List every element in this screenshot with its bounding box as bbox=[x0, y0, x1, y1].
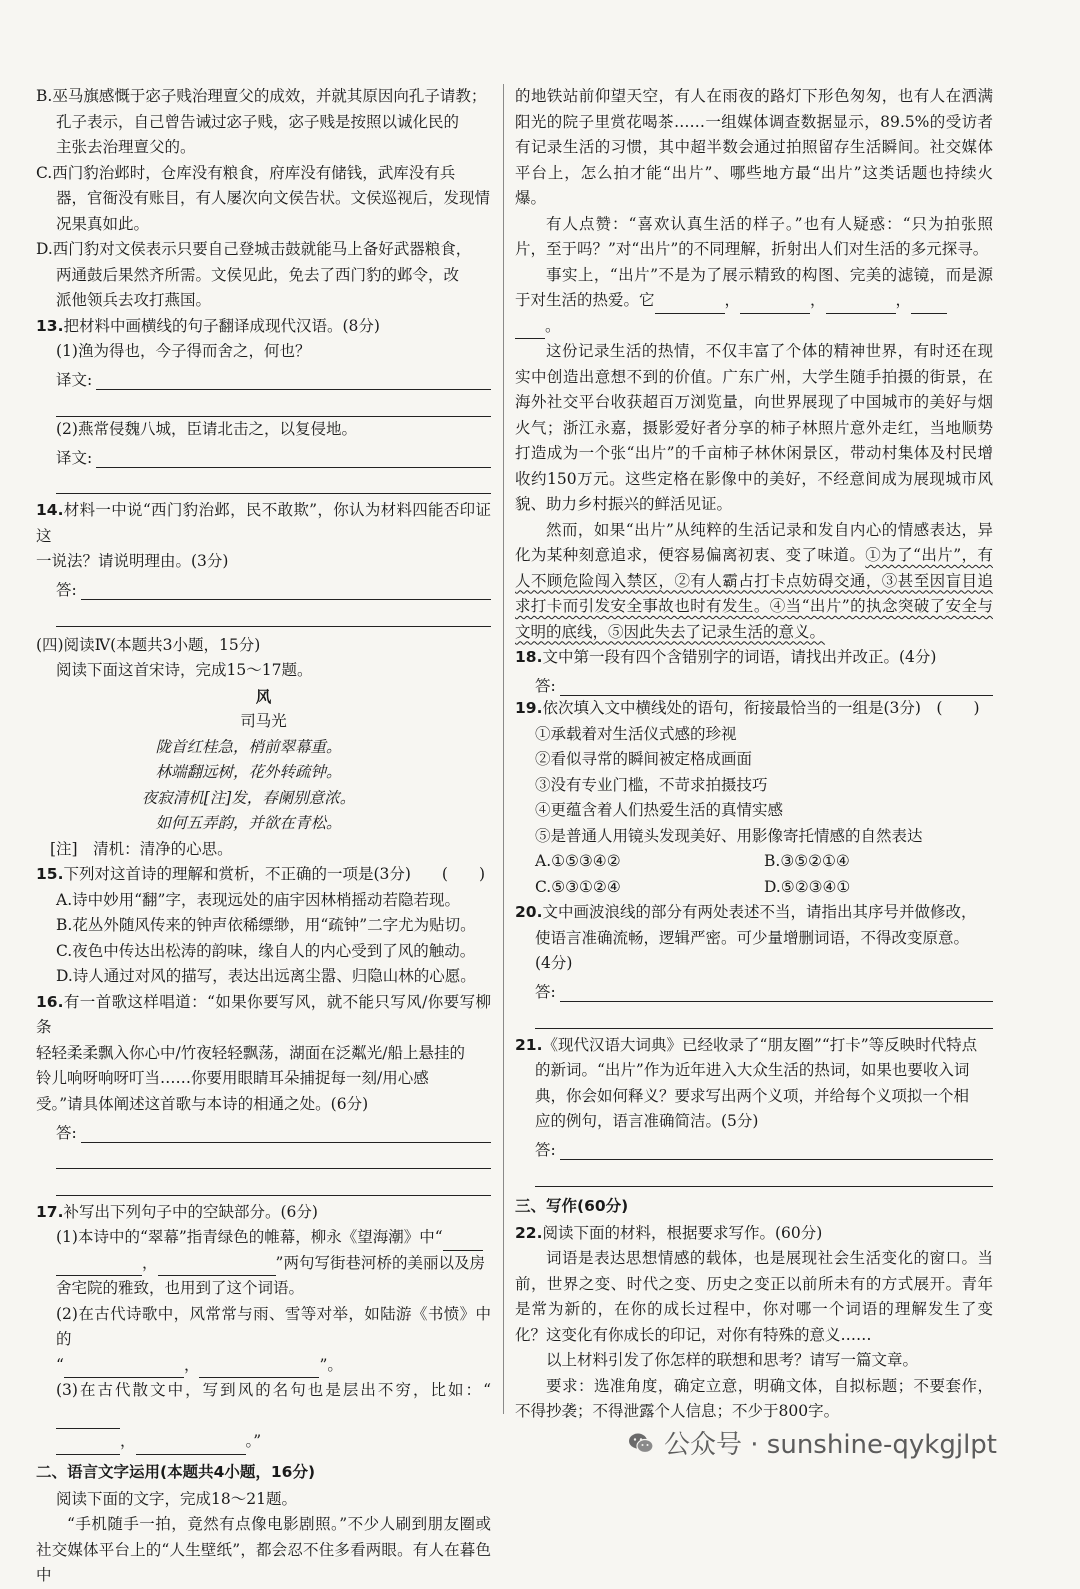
right-column bbox=[515, 84, 993, 1425]
q20-answer[interactable]: 答: bbox=[515, 977, 993, 1003]
q17-blank[interactable] bbox=[56, 1436, 120, 1455]
q16-answer-line[interactable] bbox=[56, 1143, 491, 1170]
q12-option-c: C.西门豹治邺时，仓库没有粮食，府库没有储钱，武库没有兵 器，官衙没有账目，有人屡次向文侯告状。文侯巡视后，发现情 况果真如此。 bbox=[36, 163, 491, 233]
q17-item-3: (3)在古代散文中，写到风的名句也是层出不穷，比如：“ ， 。” bbox=[36, 1378, 491, 1455]
watermark-text: 公众号 · sunshine-qykgjlpt bbox=[664, 1430, 997, 1460]
q19-stem: 19.依次填入文中横线处的语句，衔接最恰当的一组是(3分) ( ) bbox=[515, 699, 980, 717]
passage-blank[interactable] bbox=[515, 320, 545, 339]
q17-blank[interactable] bbox=[136, 1436, 246, 1455]
reading4-intro: 阅读下面这首宋诗，完成15～17题。 bbox=[56, 661, 313, 679]
poem-line: 林端翻远树，花外转疏钟。 bbox=[155, 763, 342, 781]
q17-blank[interactable] bbox=[56, 1257, 142, 1276]
q18-answer[interactable]: 答: bbox=[515, 671, 993, 697]
q19-item: ①承载着对生活仪式感的珍视 bbox=[535, 724, 737, 743]
passage-p4: 这份记录生活的热情，不仅丰富了个体的精神世界，有时还在现实中创造出意想不到的价值。广东广州，大学生随手拍摄的街景，在海外社交平台收获超百万浏览量，向世界展现了中国城市的美好与烟火气；浙江永嘉，摄影爱好者分享的柿子林照片意外走红，当地顺势打造成为一个张“出片”的千亩柿子林休闲景区，带动村集体及村民增收约150万元。这些定格在影像中的美好，不经意间成为展现城市风貌、助力乡村振兴的鲜活见证。 bbox=[515, 342, 993, 513]
column-divider bbox=[503, 84, 504, 1414]
q17-blank[interactable] bbox=[158, 1257, 276, 1276]
poem-author: 司马光 bbox=[240, 712, 287, 730]
poem-note: [注] 清机：清净的心思。 bbox=[50, 839, 233, 858]
q22-material: 词语是表达思想情感的载体，也是展现社会生活变化的窗口。当前，世界之变、时代之变、历史之变正以前所未有的方式展开。青年是常为新的，在你的成长过程中，你对哪一个词语的理解发生了变化？这变化有你成长的印记，对你有特殊的意义…… bbox=[515, 1249, 993, 1344]
passage-blank[interactable] bbox=[655, 295, 725, 314]
q17-stem: 17.补写出下列句子中的空缺部分。(6分) bbox=[36, 1202, 318, 1221]
q12-option-d: D.西门豹对文侯表示只要自己登城击鼓就能马上备好武器粮食， 两通鼓后果然齐所需。文侯见此，免去了西门豹的邺令，改 派他领兵去攻打燕国。 bbox=[36, 240, 472, 309]
q13-answer-1-line[interactable] bbox=[56, 390, 491, 417]
q17-blank[interactable] bbox=[64, 1359, 184, 1378]
q14-answer-line[interactable] bbox=[56, 600, 491, 627]
q13-stem: 13.把材料中画横线的句子翻译成现代汉语。(8分) bbox=[36, 316, 380, 335]
q19-item: ④更蕴含着人们热爱生活的真情实感 bbox=[535, 801, 784, 819]
q22-prompt: 以上材料引发了你怎样的联想和思考？请写一篇文章。 bbox=[546, 1351, 919, 1369]
poem-line: 陇首红桂急，梢前翠幕重。 bbox=[155, 737, 342, 756]
q17-blank[interactable] bbox=[56, 1410, 120, 1429]
q19-item: ②看似寻常的瞬间被定格成画面 bbox=[535, 750, 753, 768]
wavy-underlined-text: ①为了“出片”，有 bbox=[865, 546, 993, 564]
q15-stem: 15.下列对这首诗的理解和赏析，不正确的一项是(3分) ( ) bbox=[36, 865, 486, 883]
poem-line: 夜寂清机[注]发，春阑别意浓。 bbox=[141, 788, 356, 807]
q17-item-1: (1)本诗中的“翠幕”指青绿色的帷幕，柳永《望海潮》中“ ， ”两句写街巷河桥的美丽以及房 舍宅院的雅致，也用到了这个词语。 bbox=[56, 1228, 485, 1297]
q15-option-a: A.诗中妙用“翻”字，表现远处的庙宇因林梢摇动若隐若现。 bbox=[56, 890, 460, 909]
q19-item: ③没有专业门槛，不苛求拍摄技巧 bbox=[535, 775, 768, 794]
q16-stem: 16.有一首歌这样唱道：“如果你要写风，就不能只写风/你要写柳条 轻轻柔柔飘入你心中/竹夜轻轻飘荡，湖面在泛粼光/船上悬挂的 铃儿响呀响呀叮当……你要用眼睛耳朵捕捉每一刻/用心感 受。”请具体阐述这首歌与本诗的相通之处。(6分) bbox=[36, 992, 491, 1113]
q13-sentence-1: (1)渔为得也，今子得而舍之，何也？ bbox=[56, 342, 311, 360]
section-2-intro: 阅读下面的文字，完成18～21题。 bbox=[56, 1489, 297, 1508]
q19-option-d[interactable]: D.⑤②③④① bbox=[764, 877, 851, 896]
q21-stem: 21.《现代汉语大词典》已经收录了“朋友圈”“打卡”等反映时代特点 的新词。“出片”作为近年进入大众生活的热词，如果也要收入词 典，你会如何释义？要求写出两个义项，并给每个义项拟一个相 应的例句，语言准确简洁。(5分) bbox=[515, 1035, 978, 1130]
passage-p3: 事实上，“出片”不是为了展示精致的构图、完美的滤镜，而是源于对生活的热爱。它 ， ， ， 。 bbox=[515, 263, 993, 340]
q21-answer-line[interactable] bbox=[535, 1160, 993, 1187]
q20-stem: 20.文中画波浪线的部分有两处表述不当，请指出其序号并做修改， 使语言准确流畅，逻辑严密。可少量增删词语，不得改变原意。 (4分) bbox=[515, 903, 977, 972]
passage-p5: 然而，如果“出片”从纯粹的生活记录和发自内心的情感表达，异化为某种刻意追求，便容易偏离初衷、变了味道。①为了“出片”，有人不顾危险闯入禁区，②有人霸占打卡点妨碍交通，③甚至因盲目追求打卡而引发安全事故也时有发生。④当“出片”的执念突破了安全与文明的底线，⑤因此失去了记录生活的意义。 bbox=[515, 520, 993, 641]
q19-option-a[interactable]: A.①⑤③④② bbox=[535, 852, 621, 870]
q21-answer[interactable]: 答: bbox=[515, 1135, 993, 1161]
passage-blank[interactable] bbox=[911, 295, 947, 314]
poem-line: 如何五弄韵，并欲在青松。 bbox=[155, 814, 342, 832]
wechat-icon bbox=[628, 1430, 654, 1456]
left-column bbox=[36, 84, 491, 1589]
passage-p1: 的地铁站前仰望天空，有人在雨夜的路灯下形色匆匆，也有人在洒满阳光的院子里赏花喝茶……一组媒体调查数据显示，89.5%的受访者有记录生活的习惯，其中超半数会通过拍照留存生活瞬间。社交媒体平台上，怎么拍才能“出片”、哪些地方最“出片”这类话题也持续火爆。 bbox=[515, 87, 993, 207]
passage-blank[interactable] bbox=[826, 295, 896, 314]
q14-stem: 14.材料一中说“西门豹治邺，民不敢欺”，你认为材料四能否印证这 一说法？请说明理由。(3分) bbox=[36, 501, 491, 570]
q17-blank[interactable] bbox=[443, 1232, 483, 1251]
q22-stem: 22.阅读下面的材料，根据要求写作。(60分) bbox=[515, 1223, 823, 1242]
q16-answer-line[interactable] bbox=[56, 1169, 491, 1196]
watermark bbox=[628, 1424, 997, 1461]
q19-options-row bbox=[515, 849, 993, 875]
section-2-heading: 二、语言文字运用(本题共4小题，16分) bbox=[36, 1462, 316, 1481]
passage-p2: 有人点赞：“喜欢认真生活的样子。”也有人疑惑：“只为拍张照片，至于吗？”对“出片”的不同理解，折射出人们对生活的多元探寻。 bbox=[515, 214, 993, 258]
passage-blank[interactable] bbox=[740, 295, 810, 314]
section-3-heading: 三、写作(60分) bbox=[515, 1196, 629, 1215]
poem-title: 风 bbox=[255, 686, 272, 706]
q15-option-d: D.诗人通过对风的描写，表达出远离尘嚣、归隐山林的心愿。 bbox=[56, 967, 476, 985]
q14-answer[interactable]: 答: bbox=[36, 575, 491, 601]
q16-answer[interactable]: 答: bbox=[36, 1117, 491, 1143]
q18-stem: 18.文中第一段有四个含错别字的词语，请找出并改正。(4分) bbox=[515, 648, 937, 666]
q17-blank[interactable] bbox=[199, 1359, 319, 1378]
q12-option-b: B.巫马旗感慨于宓子贱治理亶父的成效，并就其原因向孔子请教； 孔子表示，自己曾告诫过宓子贱，宓子贱是按照以诚化民的 主张去治理亶父的。 bbox=[36, 87, 487, 156]
q13-sentence-2: (2)燕常侵魏八城，臣请北击之，以复侵地。 bbox=[56, 419, 357, 438]
section-2-passage-start: “手机随手一拍，竟然有点像电影剧照。”不少人刷到朋友圈或社交媒体平台上的“人生壁纸”，都会忍不住多看两眼。有人在暮色中 bbox=[36, 1515, 491, 1584]
q15-option-b: B.花丛外随风传来的钟声依稀缥缈，用“疏钟”二字尤为贴切。 bbox=[56, 916, 476, 934]
q13-answer-1[interactable]: 译文: bbox=[36, 365, 491, 391]
q22-requirements: 要求：选准角度，确定立意，明确文体，自拟标题；不要套作，不得抄袭；不得泄露个人信息；不少于800字。 bbox=[515, 1376, 993, 1420]
q13-answer-2-line[interactable] bbox=[56, 468, 491, 495]
q19-option-b[interactable]: B.③⑤②①④ bbox=[764, 852, 850, 870]
q19-option-c[interactable]: C.⑤③①②④ bbox=[535, 877, 621, 896]
q19-options-row bbox=[515, 875, 993, 901]
q19-item: ⑤是普通人用镜头发现美好、用影像寄托情感的自然表达 bbox=[535, 826, 923, 845]
q15-option-c: C.夜色中传达出松涛的韵味，缘自人的内心受到了风的触动。 bbox=[56, 941, 476, 960]
q20-answer-line[interactable] bbox=[535, 1002, 993, 1029]
q17-item-2: (2)在古代诗歌中，风常常与雨、雪等对举，如陆游《书愤》中的 “ ， ”。 bbox=[36, 1302, 491, 1379]
q13-answer-2[interactable]: 译文: bbox=[36, 442, 491, 468]
reading4-head: (四)阅读Ⅳ(本题共3小题，15分) bbox=[36, 635, 261, 654]
